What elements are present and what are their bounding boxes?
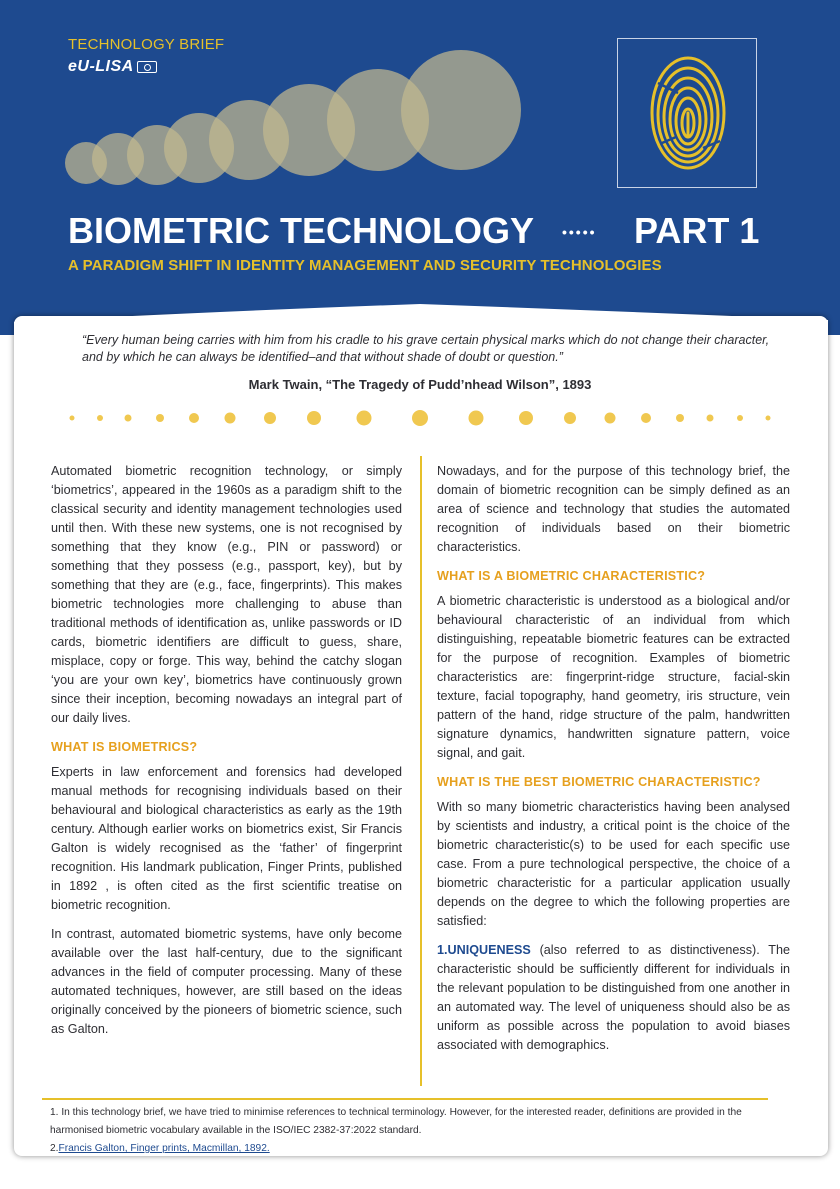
uniqueness-paragraph xyxy=(437,941,790,1055)
intro-paragraph: Automated biometric recognition technology, or simply ‘biometrics’, appeared in the 1960s as a paradigm shift to the classical security and identity management technologies used until then. With these new systems, one is not recognised by something that they know (e.g., PIN or password) or something that they possess (e.g., passport, key), but by something that they are (e.g., face, fingerprints). This makes biometric technologies more challenging to abuse than traditional methods of identification as, unlike passwords or ID cards, biometric identifiers are difficult to guess, share, misplace, copy or forge. This way, behind the catchy slogan ‘you are your own key’, biometrics have continuously grown since their inception, becoming nowadays an integral part of our daily lives. xyxy=(51,464,402,725)
automated-systems-paragraph: In contrast, automated biometric systems, have only become available over the last half-century, due to the significant advances in the field of computer processing. Many of these automated techniques, however, are still based on the ideas originally conceived by the pioneers of biometric science, such as Galton. xyxy=(51,927,402,1036)
footnote-rule xyxy=(42,1098,768,1100)
title-part: PART 1 xyxy=(634,210,760,251)
column-divider xyxy=(420,456,422,1086)
quote-text: “Every human being carries with him from his cradle to his grave certain physical marks which do not change their character, and by which he can always be identified–and that without shade of doubt or question.” xyxy=(82,333,770,364)
uniqueness-text: (also referred to as distinctiveness). The characteristic should be sufficiently different for individuals in the relevant population to be distinguished from one another in an automated way. The level of uniqueness should also be as uniform as possible across the population to avoid biases associated with demographics. xyxy=(437,943,790,1052)
footnote-2 xyxy=(50,1140,790,1158)
decorative-circles xyxy=(0,0,600,200)
footnotes xyxy=(50,1104,790,1158)
page-subtitle: A PARADIGM SHIFT IN IDENTITY MANAGEMENT AND SECURITY TECHNOLOGIES xyxy=(68,257,662,274)
footnote-1: 1. In this technology brief, we have tried to minimise references to technical terminology. However, for the interested reader, definitions are provided in the harmonised biometric vocabulary available in the ISO/IEC 2382-37:2022 standard. xyxy=(50,1107,742,1136)
eye-icon xyxy=(137,61,157,73)
section-heading-characteristic: WHAT IS A BIOMETRIC CHARACTERISTIC? xyxy=(437,569,706,583)
title-main: BIOMETRIC TECHNOLOGY xyxy=(68,210,534,251)
header-banner xyxy=(0,0,840,335)
left-column xyxy=(51,462,402,1049)
definition-paragraph: Nowadays, and for the purpose of this technology brief, the domain of biometric recognition can be simply defined as an area of science and technology that studies the automated recognition of individuals based on their biometric characteristics. xyxy=(437,464,790,554)
choice-paragraph: With so many biometric characteristics having been analysed by scientists and industry, a critical point is the choice of the biometric characteristic(s) to be used for each specific use case. From a pure technological perspective, the choice of a biometric characteristic for a particular application usually depends on the degree to which the following properties are satisfied: xyxy=(437,800,790,928)
eu-lisa-logo xyxy=(68,58,157,76)
brief-label: TECHNOLOGY BRIEF xyxy=(68,36,225,53)
uniqueness-keyword: 1.UNIQUENESS xyxy=(437,943,531,957)
fingerprint-frame xyxy=(617,38,757,188)
page-title xyxy=(68,210,768,254)
fingerprint-icon xyxy=(648,53,728,175)
decorative-dot-divider xyxy=(56,404,786,432)
history-paragraph: Experts in law enforcement and forensics had developed manual methods for recognising individuals based on their behavioural and biological characteristics as early as the 19th century. Although earlier works on biometrics exist, Sir Francis Galton is widely recognised as the ‘father’ of fingerprint recognition. His landmark publication, Finger Prints, published in 1892 , is often cited as the first scientific treatise on biometric recognition. xyxy=(51,765,402,912)
footnote-2-number: 2. xyxy=(50,1143,59,1154)
section-heading-best-characteristic: WHAT IS THE BEST BIOMETRIC CHARACTERISTIC? xyxy=(437,775,761,789)
title-dots: ••••• xyxy=(562,224,597,240)
section-heading-what-is-biometrics: WHAT IS BIOMETRICS? xyxy=(51,740,198,754)
quote-author: Mark Twain, “The Tragedy of Pudd’nhead Wilson”, 1893 xyxy=(248,377,592,392)
right-column xyxy=(437,462,790,1065)
footnote-2-link[interactable]: Francis Galton, Finger prints, Macmillan, 1892. xyxy=(58,1143,270,1154)
characteristic-paragraph: A biometric characteristic is understood as a biological and/or behavioural characteristic of an individual from which distinguishing, repeatable biometric features can be extracted for the purpose of recognition. Examples of biometric characteristics are: fingerprint-ridge structure, facial-skin texture, facial topography, hand geometry, iris structure, vein pattern of the hand, ridge structure of the palm, handwritten signature dynamics, handwritten signature pattern, voice signal, and gait. xyxy=(437,594,790,760)
logo-text: eU-LISA xyxy=(68,58,134,75)
